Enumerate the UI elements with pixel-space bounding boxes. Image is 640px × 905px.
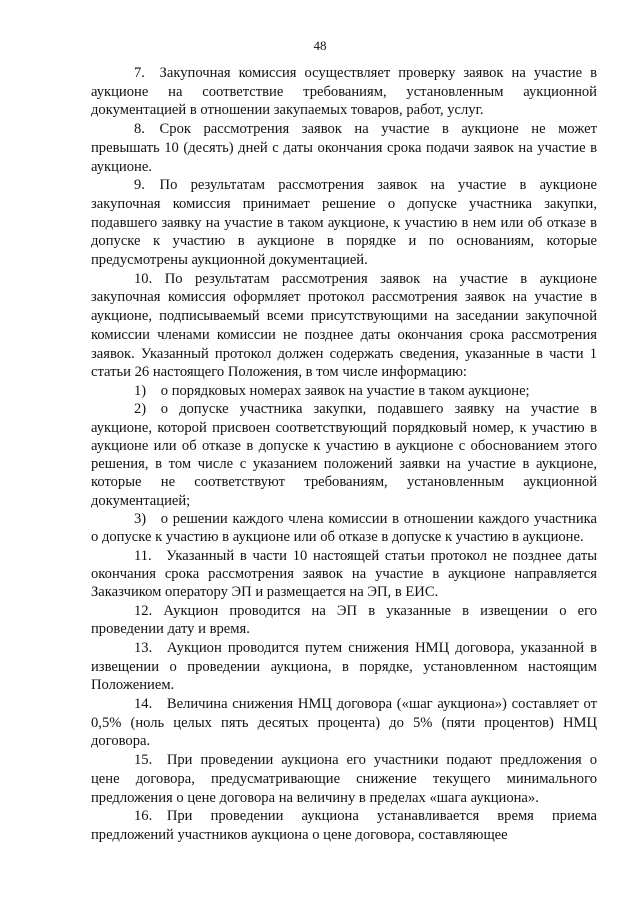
paragraph-14: 14. Величина снижения НМЦ договора («шаг аукциона») составляет от 0,5% (ноль целых пять десятых процента) до 5% (пяти процентов) НМЦ договора. [91, 696, 597, 750]
paragraph-11: 11. Указанный в части 10 настоящей статьи протокол не позднее даты окончания срока рассмотрения заявок на участие в аукционе направляется Заказчиком оператору ЭП и размещается на ЭП, в ЕИС. [91, 547, 597, 601]
paragraph-13: 13. Аукцион проводится путем снижения НМЦ договора, указанной в извещении о проведении аукциона, в порядке, установленном настоящим Положением. [91, 639, 597, 694]
page-number: 48 [313, 38, 327, 53]
list-item-2: 2) о допуске участника закупки, подавшего заявку на участие в аукционе, которой присвоен соответствующий порядковый номер, к участию в аукционе или об отказе в допуске к участию в аукционе с обоснованием этого решения, в том числе с указанием положений заявки на участие в аукционе, которые не соответствуют требованиям, установленным аукционной документацией; [91, 401, 597, 509]
paragraph-12: 12. Аукцион проводится на ЭП в указанные в извещении о его проведении дату и время. [91, 602, 597, 638]
paragraph-8: 8. Срок рассмотрения заявок на участие в аукционе не может превышать 10 (десять) дней с даты окончания срока подачи заявок на участие в аукционе. [91, 121, 597, 175]
paragraph-16: 16. При проведении аукциона устанавливается время приема предложений участников аукциона о цене договора, составляющее [91, 808, 597, 843]
paragraph-9: 9. По результатам рассмотрения заявок на участие в аукционе закупочная комиссия принимает решение о допуске участника закупки, подавшего заявку на участие в таком аукционе, к участию в нем или об отказе в допуске к участию в аукционе в порядке и по основаниям, которые предусмотрены аукционной документацией. [91, 177, 597, 269]
list-item-3: 3) о решении каждого члена комиссии в отношении каждого участника о допуске к участию в аукционе или об отказе в допуске к участию в аукционе. [91, 511, 597, 546]
document-body [91, 64, 597, 845]
paragraph-7: 7. Закупочная комиссия осуществляет проверку заявок на участие в аукционе на соответствие требованиям, установленным аукционной документацией в отношении закупаемых товаров, работ, услуг. [91, 65, 597, 119]
paragraph-10: 10. По результатам рассмотрения заявок на участие в аукционе закупочная комиссия оформляет протокол рассмотрения заявок на участие в аукционе, подписываемый всеми присутствующими на заседании закупочной комиссии членами комиссии не позднее даты окончания срока рассмотрения заявок. Указанный протокол должен содержать сведения, указанные в части 1 статьи 26 настоящего Положения, в том числе информацию: [91, 270, 597, 381]
paragraph-15: 15. При проведении аукциона его участники подают предложения о цене договора, предусматривающие снижение текущего минимального предложения о цене договора на величину в пределах «шага аукциона». [91, 752, 597, 806]
list-item-1: 1) о порядковых номерах заявок на участие в таком аукционе; [134, 382, 530, 399]
